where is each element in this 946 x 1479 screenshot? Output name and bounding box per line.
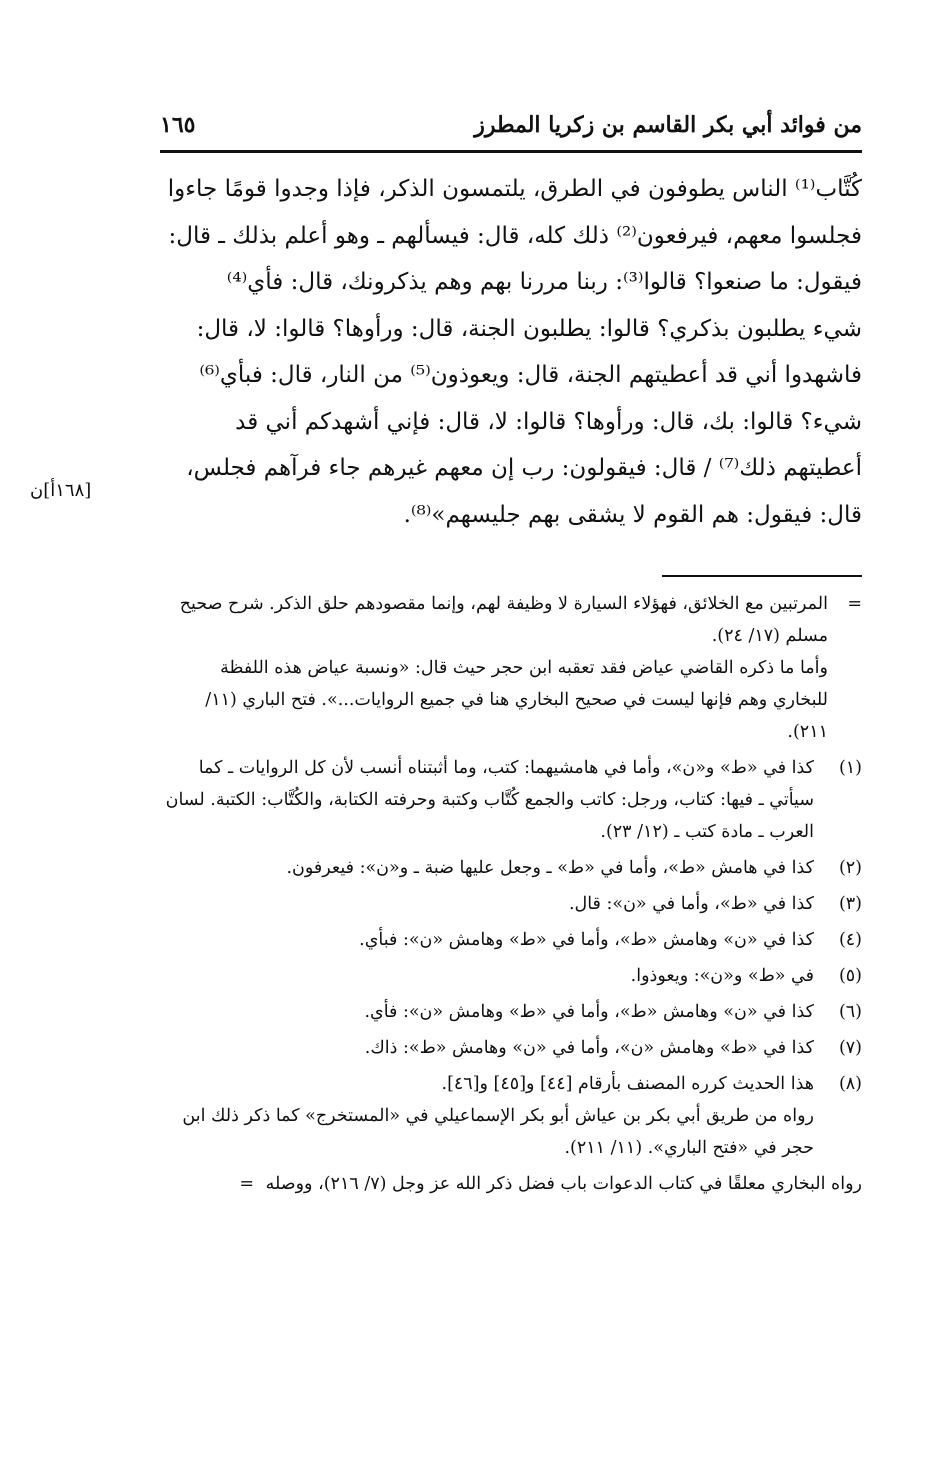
main-line: أعطيتهم ذلك⁽⁷⁾ / قال: فيقولون: رب إن معهم غيرهم جاء فرآهم فجلس، — [186, 455, 862, 481]
footnote-text: كذا في «ط» و«ن»، وأما في هامشيهما: كتب، وما أثبتناه أنسب لأن كل الروايات ـ كما سيأتي ـ فيها: كتاب، ورجل: كاتب والجمع كُتَّاب وكتبة وحرفته الكتابة، والكُتَّاب: الكتبة. لسان العرب ـ مادة كتب ـ (١٢/ ٢٣). — [165, 758, 814, 842]
footnote-number: (٨) — [838, 1074, 862, 1094]
footnote-item — [160, 752, 862, 848]
footnote-text: كذا في «ط»، وأما في «ن»: قال. — [568, 894, 814, 914]
footnote-text: كذا في «ن» وهامش «ط»، وأما في «ط» وهامش «ن»: فبأي. — [359, 930, 814, 950]
footnote-continuation-2 — [160, 652, 862, 748]
footnote-rule — [662, 575, 862, 577]
continues-marker: = — [239, 1174, 254, 1194]
running-title: من فوائد أبي بكر القاسم بن زكريا المطرز — [474, 112, 862, 138]
footnote-item — [160, 996, 862, 1028]
header-rule — [160, 150, 862, 153]
main-line: شيء؟ قالوا: بك، قال: ورأوها؟ قالوا: لا، قال: فإني أشهدكم أني قد — [235, 408, 862, 435]
footnote-number: (٧) — [838, 1038, 862, 1058]
footnote-text: كذا في هامش «ط»، وأما في «ط» ـ وجعل عليها ضبة ـ و«ن»: فيعرفون. — [286, 858, 814, 878]
footnote-item — [160, 1068, 862, 1100]
footnote-item — [160, 888, 862, 920]
footnote-continuation-text: وأما ما ذكره القاضي عياض فقد تعقبه ابن حجر حيث قال: «ونسبة عياض هذه اللفظة للبخاري وهم فإنها ليست في صحيح البخاري هنا في جميع الروايات...». فتح الباري (١١/ ٢١١). — [205, 658, 828, 742]
main-line: فجلسوا معهم، فيرفعون⁽²⁾ ذلك كله، قال: فيسألهم ـ وهو أعلم بذلك ـ قال: — [168, 222, 862, 249]
footnote-number: (٢) — [838, 858, 862, 878]
footnote-number: (٤) — [838, 930, 862, 950]
manuscript-folio-note: [١٦٨أ]ن — [30, 480, 92, 501]
footnote-item — [160, 1032, 862, 1064]
footnote-item — [160, 852, 862, 884]
footnote-continuation — [160, 588, 862, 652]
footnote-continuation-text: المرتبين مع الخلائق، فهؤلاء السيارة لا وظيفة لهم، وإنما مقصودهم حلق الذكر. شرح صحيح مسلم (١٧/ ٢٤). — [179, 594, 828, 646]
main-line: فيقول: ما صنعوا؟ قالوا⁽³⁾: ربنا مررنا بهم وهم يذكرونك، قال: فأي⁽⁴⁾ — [226, 269, 862, 295]
footnote-8-last-text: رواه البخاري معلقًا في كتاب الدعوات باب فضل ذكر الله عز وجل (٧/ ٢١٦)، ووصله — [265, 1174, 862, 1194]
footnote-number: (٥) — [838, 966, 862, 986]
footnote-number: (١) — [838, 758, 862, 778]
footnote-item — [160, 960, 862, 992]
footnote-8-continuation: رواه من طريق أبي بكر بن عياش أبو بكر الإسماعيلي في «المستخرج» كما ذكر ذلك ابن حجر في «فتح الباري». (١١/ ٢١١). — [182, 1106, 814, 1158]
footnote-8-last-line — [160, 1168, 862, 1200]
footnote-text: هذا الحديث كرره المصنف بأرقام [٤٤] و[٤٥] و[٤٦]. — [441, 1074, 814, 1094]
footnote-item — [160, 924, 862, 956]
footnote-text: كذا في «ن» وهامش «ط»، وأما في «ط» وهامش «ن»: فأي. — [364, 1002, 814, 1022]
footnote-text: كذا في «ط» وهامش «ن»، وأما في «ن» وهامش «ط»: ذاك. — [364, 1038, 814, 1058]
footnotes — [160, 588, 862, 1200]
main-text — [160, 166, 862, 538]
main-line: كُتَّاب⁽¹⁾ الناس يطوفون في الطرق، يلتمسون الذكر، فإذا وجدوا قومًا جاءوا — [167, 176, 862, 202]
main-line: قال: فيقول: هم القوم لا يشقى بهم جليسهم»⁽⁸⁾. — [403, 501, 862, 528]
footnote-number: (٦) — [838, 1002, 862, 1022]
footnote-text: في «ط» و«ن»: ويعوذوا. — [630, 966, 814, 986]
continuation-marker: = — [847, 594, 862, 614]
main-line: فاشهدوا أني قد أعطيتهم الجنة، قال: ويعوذون⁽⁵⁾ من النار، قال: فبأي⁽⁶⁾ — [199, 362, 862, 388]
main-line: شيء يطلبون بذكري؟ قالوا: يطلبون الجنة، قال: ورأوها؟ قالوا: لا، قال: — [196, 315, 862, 342]
page-number: ١٦٥ — [160, 112, 196, 138]
footnote-number: (٣) — [838, 894, 862, 914]
